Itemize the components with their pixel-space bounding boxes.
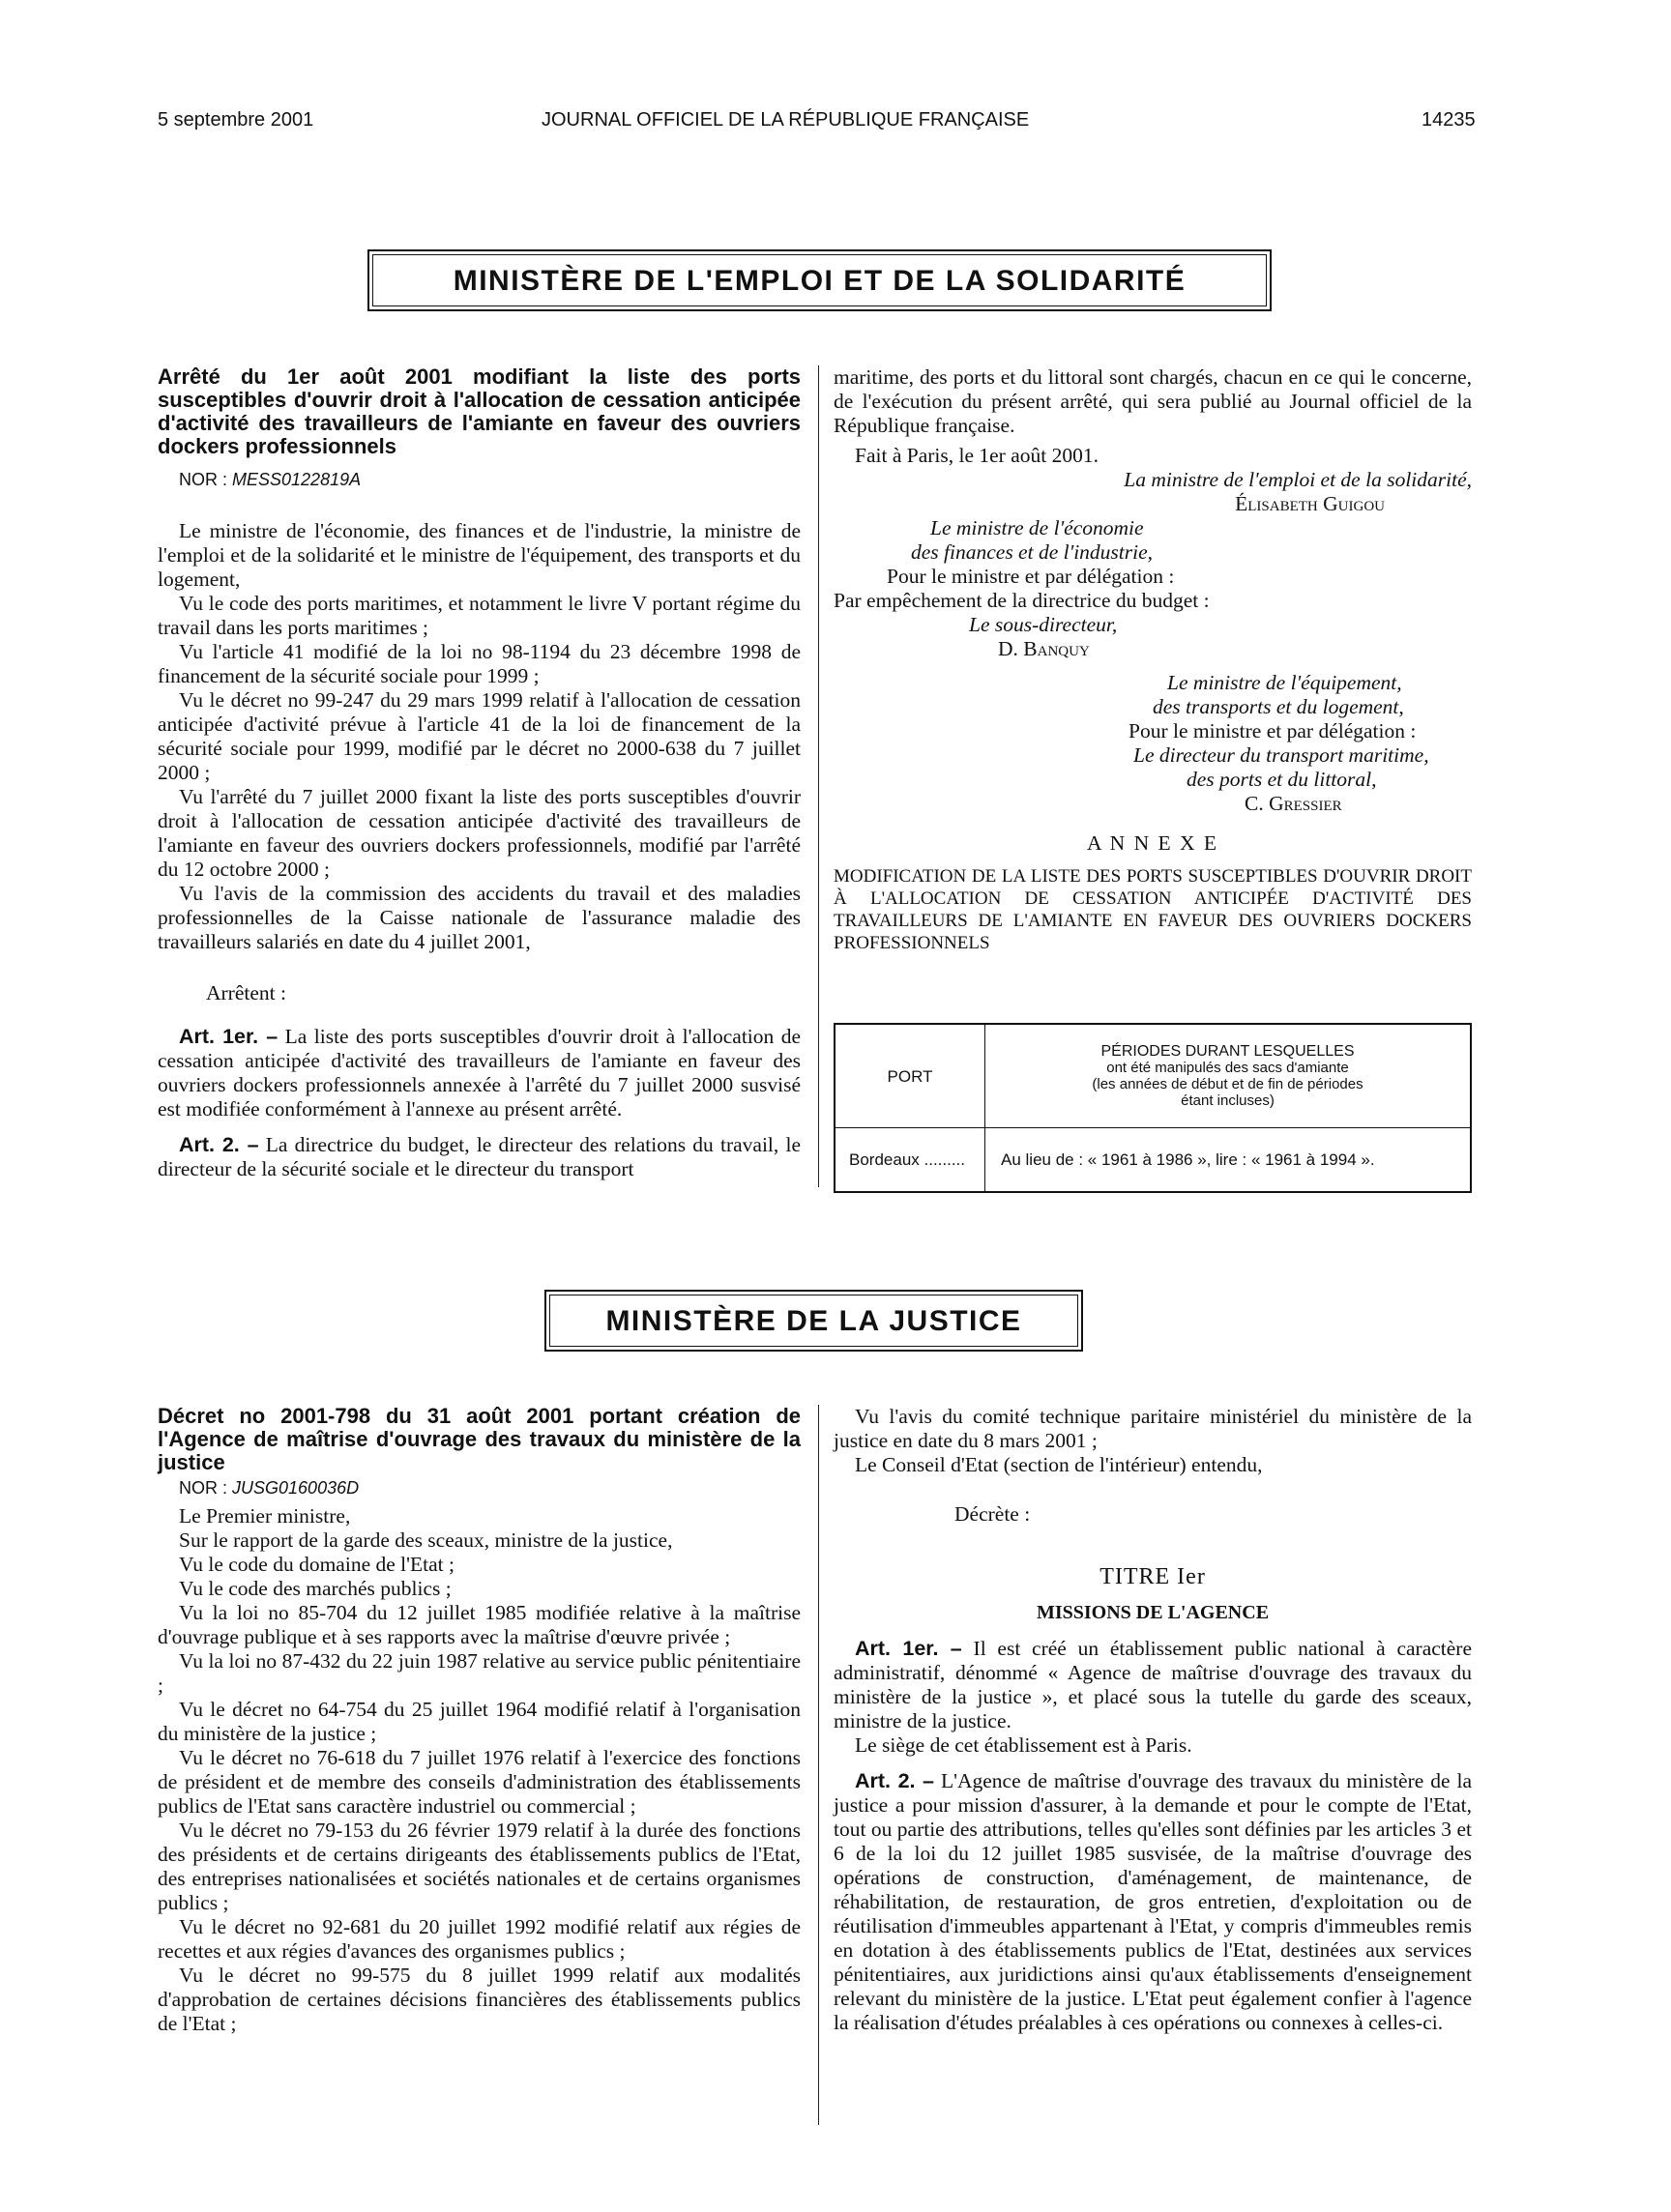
- article-1-seat: Le siège de cet établissement est à Paris.: [855, 1733, 1192, 1757]
- decret-title: Décret no 2001-798 du 31 août 2001 portant création de l'Agence de maîtrise d'ouvrage des travaux du ministère de la justice: [158, 1404, 801, 1474]
- visa-paragraph: Le Conseil d'Etat (section de l'intérieur) entendu,: [855, 1453, 1263, 1476]
- decrete: Décrète :: [954, 1502, 1031, 1526]
- signatory-2-role-b: des finances et de l'industrie,: [911, 540, 1154, 564]
- table-cell-port: Bordeaux .........: [836, 1128, 985, 1191]
- ministry-box-emploi: [367, 249, 1272, 311]
- signatory-3-delegation: Pour le ministre et par délégation :: [1129, 719, 1417, 742]
- visa-paragraph: Vu la loi no 85-704 du 12 juillet 1985 modifiée relative à la maîtrise d'ouvrage publique et à ses rapports avec la maîtrise d'œuvre privée ;: [158, 1601, 801, 1648]
- article-2: [158, 1133, 801, 1181]
- column-divider: [818, 365, 819, 1187]
- article-2-label: Art. 2. –: [855, 1769, 935, 1792]
- periods-header-line: étant incluses): [1181, 1092, 1275, 1109]
- periods-header-line: PÉRIODES DURANT LESQUELLES: [1100, 1043, 1355, 1060]
- visa-paragraph: Vu l'avis du comité technique paritaire ministériel du ministère de la justice en date du 8 mars 2001 ;: [834, 1405, 1472, 1452]
- article-1-label: Art. 1er. –: [855, 1637, 962, 1660]
- titre-subheading: MISSIONS DE L'AGENCE: [1036, 1602, 1270, 1623]
- signatory-3-role-b: des transports et du logement,: [1153, 695, 1404, 718]
- header-journal-title: JOURNAL OFFICIEL DE LA RÉPUBLIQUE FRANÇAISE: [542, 109, 1030, 131]
- signatory-1-role: La ministre de l'emploi et de la solidarité,: [1124, 468, 1472, 491]
- annexe-heading: MODIFICATION DE LA LISTE DES PORTS SUSCEPTIBLES D'OUVRIR DROIT À L'ALLOCATION DE CESSATION ANTICIPÉE D'ACTIVITÉ DES TRAVAILLEURS DE L'AMIANTE EN FAVEUR DES OUVRIERS DOCKERS PROFESSIONNELS: [834, 866, 1472, 953]
- signatory-2-delegation: Pour le ministre et par délégation :: [887, 565, 1175, 588]
- visa-paragraph: Vu l'avis de la commission des accidents du travail et des maladies professionnelles de la Caisse nationale de l'assurance maladie des travailleurs salariés en date du 4 juillet 2001,: [158, 882, 801, 953]
- signatory-3-subtitle-a: Le directeur du transport maritime,: [1133, 743, 1429, 767]
- article-2-text: L'Agence de maîtrise d'ouvrage des travaux du ministère de la justice a pour mission d'assurer, à la demande et pour le compte de l'Etat, tout ou partie des attributions, telles qu'elles sont définies par les articles 3 et 6 de la loi du 12 juillet 1985 susvisée, de la maîtrise d'ouvrage des opérations de construction, d'aménagement, de maintenance, de réhabilitation, de restauration, de gros entretien, d'exploitation ou de réutilisation d'immeubles appartenant à l'Etat, y compris d'immeubles remis en dotation à des établissements publics de l'Etat, destinées aux services pénitentiaires, aux juridictions ainsi qu'aux établissements d'enseignement relevant du ministère de la justice. L'Etat peut également confier à l'agence la réalisation d'études préalables à ces opérations ou connexes à celles-ci.: [834, 1769, 1472, 2034]
- section1-left-column: [158, 365, 801, 1181]
- nor-label: NOR :: [179, 1478, 233, 1498]
- visa-paragraph: Le ministre de l'économie, des finances et de l'industrie, la ministre de l'emploi et de la solidarité et le ministre de l'équipement, des transports et du logement,: [158, 519, 801, 591]
- visa-paragraph: Sur le rapport de la garde des sceaux, ministre de la justice,: [179, 1528, 673, 1552]
- visa-paragraph: Vu le code des marchés publics ;: [179, 1577, 452, 1600]
- header-date: 5 septembre 2001: [158, 109, 314, 131]
- visa-paragraph: Vu le décret no 79-153 du 26 février 1979 relatif à la durée des fonctions des présidents et de certains dirigeants des établissements publics de l'Etat, des entreprises nationalisées et sociétés nationales et de certains organismes publics ;: [158, 1819, 801, 1914]
- table-header-port: PORT: [836, 1025, 985, 1127]
- visa-paragraph: Vu l'article 41 modifié de la loi no 98-1194 du 23 décembre 1998 de financement de la sécurité sociale pour 1999 ;: [158, 640, 801, 687]
- nor-value: MESS0122819A: [232, 470, 362, 489]
- signatory-2-subtitle: Le sous-directeur,: [969, 613, 1118, 636]
- section2-left-column: [158, 1405, 801, 2036]
- table-header-periods: [985, 1025, 1470, 1127]
- signatory-3-subtitle-b: des ports et du littoral,: [1187, 768, 1377, 791]
- arretent: Arrêtent :: [206, 981, 286, 1004]
- article-1: [834, 1637, 1472, 1733]
- nor-value: JUSG0160036D: [232, 1478, 360, 1498]
- header-page-number: 14235: [1422, 109, 1476, 131]
- ministry-title-emploi: MINISTÈRE DE L'EMPLOI ET DE LA SOLIDARITÉ: [372, 254, 1267, 306]
- nor-label: NOR :: [179, 470, 233, 489]
- article-1-text: Il est créé un établissement public national à caractère administratif, dénommé « Agence de maîtrise d'ouvrage des travaux du ministère de la justice », et placé sous la tutelle du garde des sceaux, ministre de la justice.: [834, 1637, 1473, 1732]
- visa-paragraph: Vu le décret no 99-247 du 29 mars 1999 relatif à l'allocation de cessation anticipée d'activité prévue à l'article 41 de la loi de financement de la sécurité sociale pour 1999, modifié par le décret no 2000-638 du 7 juillet 2000 ;: [158, 688, 801, 784]
- column-divider: [818, 1405, 819, 2125]
- titre-heading: TITRE Ier: [1099, 1564, 1206, 1589]
- periods-header-line: ont été manipulés des sacs d'amiante: [1106, 1060, 1349, 1076]
- ministry-title-justice: MINISTÈRE DE LA JUSTICE: [549, 1295, 1078, 1347]
- section1-right-column: [834, 365, 1472, 954]
- visa-paragraph: Vu le décret no 92-681 du 20 juillet 1992 modifié relatif aux régies de recettes et aux régies d'avances des organismes publics ;: [158, 1915, 801, 1963]
- section2-right-column: [834, 1405, 1472, 2035]
- signatory-3-role-a: Le ministre de l'équipement,: [1167, 671, 1402, 694]
- visa-paragraph: Vu le code des ports maritimes, et notamment le livre V portant régime du travail dans les ports maritimes ;: [158, 592, 801, 639]
- periods-header-line: (les années de début et de fin de périodes: [1092, 1076, 1363, 1092]
- visa-paragraph: Vu l'arrêté du 7 juillet 2000 fixant la liste des ports susceptibles d'ouvrir droit à l'allocation de cessation anticipée d'activité des travailleurs de l'amiante en faveur des ouvriers dockers professionnels, modifié par l'arrêté du 12 octobre 2000 ;: [158, 785, 801, 881]
- visa-paragraph: Vu la loi no 87-432 du 22 juin 1987 relative au service public pénitentiaire ;: [158, 1649, 801, 1697]
- article-1-label: Art. 1er. –: [179, 1025, 278, 1048]
- signatory-2-empechement: Par empêchement de la directrice du budget :: [834, 589, 1210, 612]
- article-2-continued: maritime, des ports et du littoral sont chargés, chacun en ce qui le concerne, de l'exécution du présent arrêté, qui sera publié au Journal officiel de la République française.: [834, 365, 1472, 437]
- table-row: [836, 1128, 1470, 1191]
- arrete-title: Arrêté du 1er août 2001 modifiant la liste des ports susceptibles d'ouvrir droit à l'allocation de cessation anticipée d'activité des travailleurs de l'amiante en faveur des ouvriers dockers professionnels: [158, 364, 801, 458]
- arrete-nor: [158, 468, 801, 492]
- signatory-2-role-a: Le ministre de l'économie: [930, 516, 1144, 539]
- article-1-text: La liste des ports susceptibles d'ouvrir droit à l'allocation de cessation anticipée d'activité des travailleurs de l'amiante en faveur des ouvriers dockers professionnels annexée à l'arrêté du 7 juillet 2000 susvisé est modifiée conformément à l'annexe au présent arrêté.: [158, 1025, 802, 1121]
- ministry-box-justice: [544, 1290, 1083, 1352]
- signatory-2-name: D. Banquy: [998, 637, 1090, 660]
- visa-paragraph: Vu le décret no 64-754 du 25 juillet 1964 modifié relatif à l'organisation du ministère de la justice ;: [158, 1698, 801, 1745]
- signatory-3-name: C. Gressier: [1245, 792, 1342, 815]
- decret-nor: [158, 1476, 801, 1500]
- table-cell-period: Au lieu de : « 1961 à 1986 », lire : « 1961 à 1994 ».: [1001, 1150, 1375, 1169]
- annexe-title: A N N E X E: [1086, 831, 1219, 855]
- annexe-table: [834, 1023, 1472, 1193]
- signatory-1-name: Élisabeth Guigou: [1235, 492, 1385, 515]
- visa-paragraph: Vu le décret no 76-618 du 7 juillet 1976 relatif à l'exercice des fonctions de président et de membre des conseils d'administration des établissements publics de l'Etat sans caractère industriel ou commercial ;: [158, 1746, 801, 1818]
- signature-place-date: Fait à Paris, le 1er août 2001.: [855, 444, 1099, 467]
- article-2-text: La directrice du budget, le directeur des relations du travail, le directeur de la sécurité sociale et le directeur du transport: [158, 1133, 802, 1180]
- table-header-row: [836, 1025, 1470, 1128]
- article-2-label: Art. 2. –: [179, 1133, 259, 1156]
- article-1: [158, 1025, 801, 1121]
- visa-paragraph: Vu le code du domaine de l'Etat ;: [179, 1553, 454, 1576]
- visa-paragraph: Le Premier ministre,: [179, 1504, 351, 1528]
- article-2: [834, 1769, 1472, 2035]
- visa-paragraph: Vu le décret no 99-575 du 8 juillet 1999 relatif aux modalités d'approbation de certaines décisions financières des établissements publics de l'Etat ;: [158, 1964, 801, 2035]
